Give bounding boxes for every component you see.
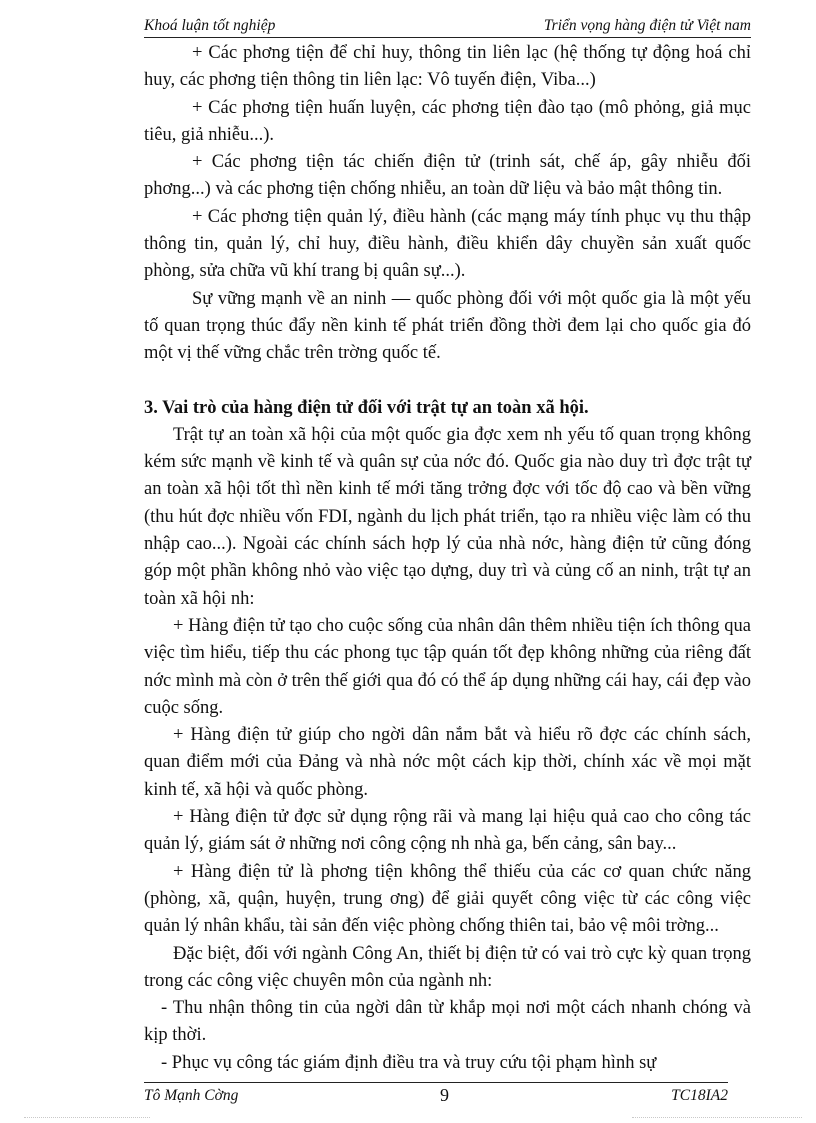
page-number: 9	[440, 1085, 449, 1105]
header-document-type: Khoá luận tốt nghiệp	[144, 17, 276, 34]
list-item: - Phục vụ công tác giám định điều tra và truy cứu tội phạm hình sự	[161, 1052, 657, 1073]
list-item: + Hàng điện tử là phơng tiện không thể thiếu của các cơ quan chức năng (phòng, xã, quận, huyện, trung ơng) để giải quyết công việc từ các công việc quản lý nhân khẩu, tài sản đến việc phòng chống thiên tai, bảo vệ môi trờng...	[144, 861, 751, 937]
list-item: + Các phơng tiện quản lý, điều hành (các mạng máy tính phục vụ thu thập thông tin, quản lý, chỉ huy, điều hành, điều khiển dây chuyền sản xuất quốc phòng, sửa chữa vũ khí trang bị quân sự...).	[144, 206, 751, 282]
list-item: + Hàng điện tử đợc sử dụng rộng rãi và mang lại hiệu quả cao cho công tác quản lý, giám sát ở những nơi công cộng nh nhà ga, bến cảng, sân bay...	[144, 807, 751, 855]
page-footer	[144, 1082, 728, 1106]
paragraph-intro: Trật tự an toàn xã hội của một quốc gia đợc xem nh yếu tố quan trọng không kém sức mạnh về kinh tế và quân sự của nớc đó. Quốc gia nào duy trì đợc trật tự an toàn xã hội tốt thì nền kinh tế mới tăng trởng đợc với tốc độ cao và bền vững (thu hút đợc nhiều vốn FDI, ngành du lịch phát triển, tạo ra nhiều việc làm có thu nhập cao...). Ngoài các chính sách hợp lý của nhà nớc, hàng điện tử cũng đóng góp một phần không nhỏ vào việc tạo dựng, duy trì và củng cố an ninh, trật tự an toàn xã hội nh:	[144, 424, 751, 609]
footer-author: Tô Mạnh Cờng	[144, 1087, 239, 1104]
list-item: + Hàng điện tử tạo cho cuộc sống của nhân dân thêm nhiều tiện ích thông qua việc tìm hiểu, tiếp thu các phong tục tập quán tốt đẹp không những của riêng đất nớc mình mà còn ở trên thế giới qua đó có thể áp dụng những cái hay, cái đẹp vào cuộc sống.	[144, 615, 751, 718]
header-document-title: Triển vọng hàng điện tử Việt nam	[543, 17, 751, 34]
list-item: + Các phơng tiện tác chiến điện tử (trinh sát, chế áp, gây nhiễu đối phơng...) và các phơng tiện chống nhiễu, an toàn dữ liệu và bảo mật thông tin.	[144, 152, 751, 200]
footer-dotted-rule-left	[24, 1117, 150, 1118]
page-header	[144, 14, 751, 38]
footer-dotted-rule-right	[632, 1117, 802, 1118]
list-item: + Các phơng tiện để chỉ huy, thông tin liên lạc (hệ thống tự động hoá chỉ huy, các phơng tiện thông tin liên lạc: Vô tuyến điện, Viba...)	[144, 43, 751, 91]
list-item: + Các phơng tiện huấn luyện, các phơng tiện đào tạo (mô phỏng, giả mục tiêu, giả nhiễu...).	[144, 97, 751, 145]
list-item: + Hàng điện tử giúp cho ngời dân nắm bắt và hiểu rõ đợc các chính sách, quan điểm mới của Đảng và nhà nớc một cách kịp thời, chính xác về mọi mặt kinh tế, xã hội và quốc phòng.	[144, 725, 751, 800]
list-item: - Thu nhận thông tin của ngời dân từ khắp mọi nơi một cách nhanh chóng và kịp thời.	[144, 998, 751, 1046]
page-body	[144, 40, 751, 1077]
footer-class-code: TC18IA2	[671, 1087, 728, 1104]
spacer	[144, 368, 751, 395]
section-heading: 3. Vai trò của hàng điện tử đối với trật tự an toàn xã hội.	[144, 397, 589, 418]
paragraph-police-intro: Đặc biệt, đối với ngành Công An, thiết bị điện tử có vai trò cực kỳ quan trọng trong các công việc chuyên môn của ngành nh:	[144, 943, 751, 991]
paragraph-conclusion: Sự vững mạnh về an ninh — quốc phòng đối với một quốc gia là một yếu tố quan trọng thúc đẩy nền kinh tế phát triển đồng thời đem lại cho quốc gia đó một vị thế vững chắc trên trờng quốc tế.	[144, 288, 751, 364]
